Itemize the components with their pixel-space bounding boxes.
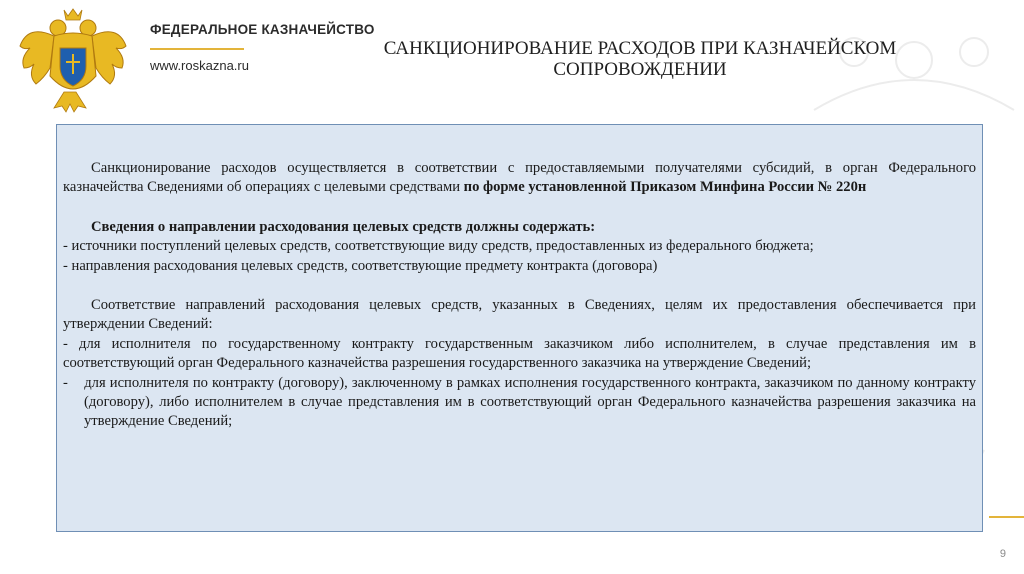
- org-divider: [150, 48, 244, 50]
- content-box: [56, 124, 983, 532]
- org-name: ФЕДЕРАЛЬНОЕ КАЗНАЧЕЙСТВО: [150, 22, 375, 37]
- requirements-item: - направления расходования целевых средств, соответствующие предмету контракта (договора): [63, 257, 658, 274]
- requirements-heading-text: Сведения о направлении расходования целевых средств должны содержать:: [91, 218, 596, 235]
- double-headed-eagle-icon: [14, 6, 132, 114]
- slide-title: САНКЦИОНИРОВАНИЕ РАСХОДОВ ПРИ КАЗНАЧЕЙСКОМ СОПРОВОЖДЕНИИ: [383, 38, 897, 80]
- paragraph-sanction-bold: по форме установленной Приказом Минфина России № 220н: [463, 179, 867, 196]
- paragraph-requirements-heading: [63, 218, 976, 237]
- paragraph-sanction: [63, 159, 976, 198]
- org-url-link[interactable]: www.roskazna.ru: [150, 58, 249, 73]
- paragraph-sanction-text: Санкционирование расходов осуществляется в соответствии с предоставляемыми получателями субсидий, в орган Федерального казначейства Сведениями об операциях с целевыми средствами: [63, 160, 976, 196]
- compliance-item-state-contract: - для исполнителя по государственному контракту государственным заказчиком либо исполнителем, в случае представления им в соответствующий орган Федерального казначейства разрешения государственного заказчика на утверждение Сведений;: [63, 335, 976, 372]
- compliance-item-subcontract: - для исполнителя по контракту (договору), заключенному в рамках исполнения государственного контракта, заказчиком по данному контракту (договору), либо исполнителем в случае представления им в соответствующий орган Федерального казначейства разрешения заказчика на утверждение Сведений;: [63, 374, 976, 430]
- requirements-item: - источники поступлений целевых средств, соответствующие виду средств, предоставленных из федерального бюджета;: [63, 238, 814, 255]
- accent-line: [989, 516, 1024, 518]
- paragraph-compliance: Соответствие направлений расходования целевых средств, указанных в Сведениях, целям их предоставления обеспечивается при утверждении Сведений:: [63, 297, 976, 333]
- page-number: 9: [999, 548, 1006, 560]
